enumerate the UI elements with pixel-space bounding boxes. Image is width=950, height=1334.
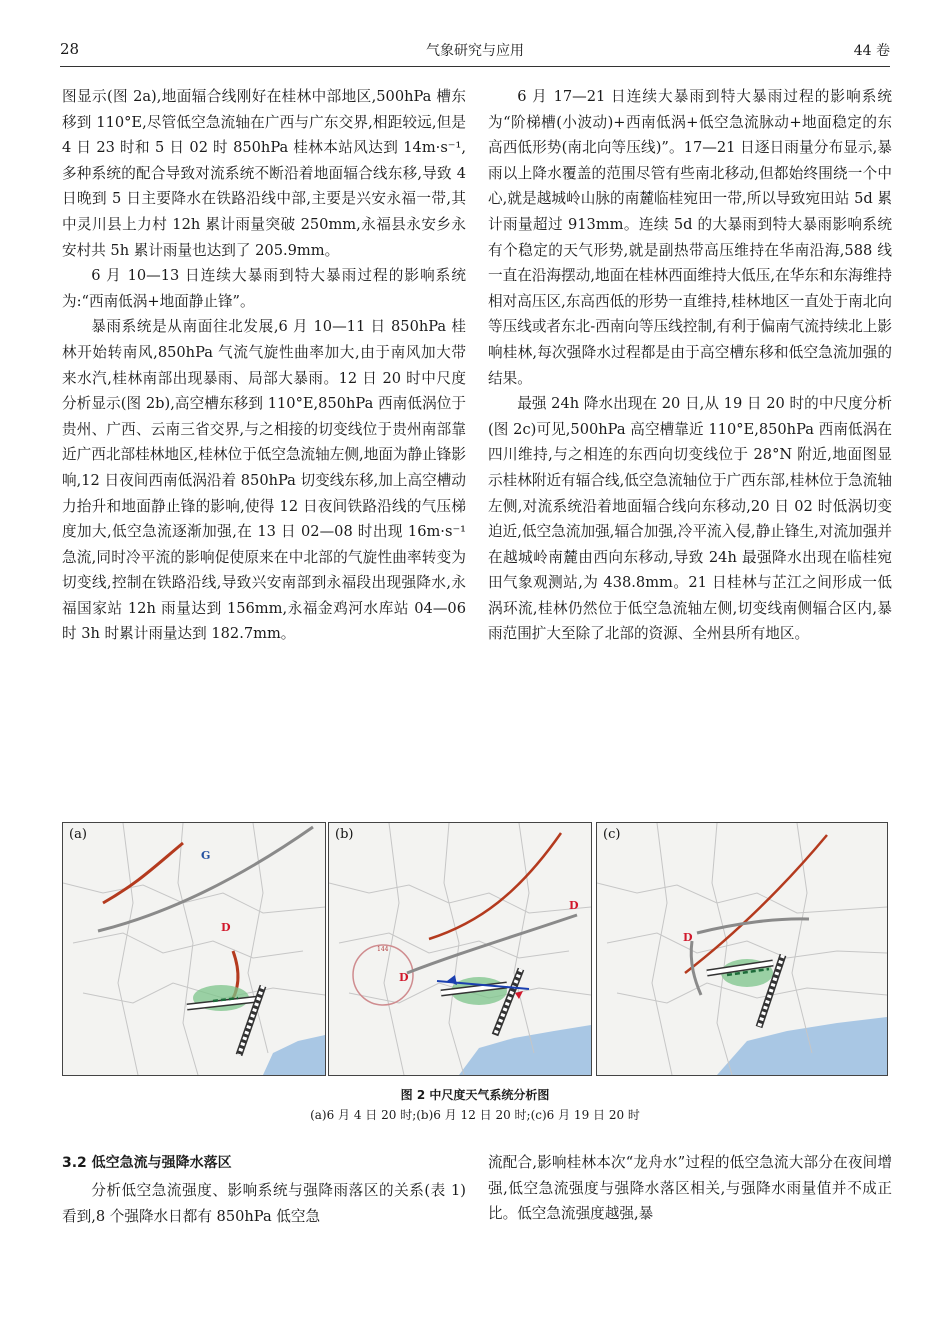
paragraph: 6 月 17—21 日连续大暴雨到特大暴雨过程的影响系统为“阶梯槽(小波动)+西南低涡+低空急流脉动+地面稳定的东高西低形势(南北向等压线)”。17—21 日逐日雨量分布显示,暴雨以上降水覆盖的范围尽管有些南北移动,但都始终围绕一个中心,就是越城岭山脉的南麓临桂宛田一带,所以导致宛田站 5d 累计雨量超过 913mm。连续 5d 的大暴雨到特大暴雨影响系统有个稳定的天气形势,就是副热带高压维持在华南沿海,588 线一直在沿海摆动,地面在桂林西面维持大低压,在华东和东海维持相对高压区,东高西低的形势一直维持,桂林地区一直处于南北向等压线或者东北-西南向等压线控制,有利于偏南气流持续北上影响桂林,每次强降水过程都是由于高空槽东移和低空急流加强的结果。 bbox=[488, 88, 892, 387]
panel-b-map bbox=[329, 823, 591, 1075]
sea-area bbox=[263, 1035, 325, 1075]
panel-label: (a) bbox=[69, 827, 87, 842]
paragraph: 6 月 10—13 日连续大暴雨到特大暴雨过程的影响系统为:“西南低涡+地面静止锋”。 bbox=[62, 267, 466, 310]
sea-area bbox=[717, 1017, 887, 1075]
map-mark: G bbox=[201, 849, 211, 862]
map-mark: D bbox=[399, 971, 409, 984]
right-column-bottom bbox=[488, 1150, 892, 1227]
running-header bbox=[60, 36, 890, 67]
panel-a-map bbox=[63, 823, 325, 1075]
panel-label: (c) bbox=[603, 827, 621, 842]
paragraph: 图显示(图 2a),地面辐合线刚好在桂林中部地区,500hPa 槽东移到 110°E,尽管低空急流轴在广西与广东交界,相距较远,但是 4 日 23 时和 5 日 02 时 850hPa 桂林本站风达到 14m·s⁻¹,多种系统的配合导致对流系统不断沿着地面辐合线东移,导致 4 日晚到 5 日主要降水在铁路沿线中部,主要是兴安永福一带,其中灵川县上力村 12h 累计雨量突破 250mm,永福县永安乡永安村共 5h 累计雨量也达到了 205.9mm。 bbox=[62, 88, 466, 259]
paragraph: 分析低空急流强度、影响系统与强降雨落区的关系(表 1)看到,8 个强降水日都有 850hPa 低空急 bbox=[62, 1182, 466, 1225]
trough-line bbox=[103, 843, 183, 903]
figure-panel-c bbox=[596, 822, 888, 1076]
figure-2 bbox=[62, 822, 888, 1074]
paragraph: 暴雨系统是从南面往北发展,6 月 10—11 日 850hPa 桂林开始转南风,850hPa 气流气旋性曲率加大,由于南风加大带来水汽,桂林南部出现暴雨、局部大暴雨。12 日 20 时中尺度分析显示(图 2b),高空槽东移到 110°E,850hPa 西南低涡位于贵州、广西、云南三省交界,与之相接的切变线位于贵州南部靠近广西北部桂林地区,桂林位于低空急流轴左侧,地面为静止锋影响,12 日夜间西南低涡沿着 850hPa 切变线东移,加上高空槽动力抬升和地面静止锋的影响,使得 12 日夜间铁路沿线的气压梯度加大,低空急流逐渐加强,在 13 日 02—08 时出现 16m·s⁻¹ 急流,同时冷平流的影响促使原来在中北部的气旋性曲率转变为切变线,控制在铁路沿线,导致兴安南部到永福段出现强降水,永福国家站 12h 雨量达到 156mm,永福金鸡河水库站 04—06 时 3h 时累计雨量达到 182.7mm。 bbox=[62, 318, 466, 643]
right-column bbox=[488, 84, 892, 647]
section-heading: 3.2 低空急流与强降水落区 bbox=[62, 1155, 232, 1171]
trough-line bbox=[685, 835, 827, 973]
figure-panel-a bbox=[62, 822, 326, 1076]
map-mark: D bbox=[569, 899, 579, 912]
figure-caption-title: 图 2 中尺度天气系统分析图 bbox=[400, 1088, 550, 1102]
left-column bbox=[62, 84, 466, 647]
volume-label: 44 卷 bbox=[853, 43, 890, 59]
page-number: 28 bbox=[60, 40, 80, 58]
sea-area bbox=[459, 1025, 591, 1075]
left-column-bottom bbox=[62, 1178, 466, 1229]
shear-line bbox=[407, 915, 577, 973]
province-borders bbox=[63, 823, 325, 1075]
paragraph: 流配合,影响桂林本次“龙舟水”过程的低空急流大部分在夜间增强,低空急流强度与强降水落区相关,与强降水雨量值并不成正比。低空急流强度越强,暴 bbox=[488, 1154, 892, 1223]
contour-value: 144 bbox=[377, 946, 389, 953]
panel-c-map bbox=[597, 823, 887, 1075]
shear-line bbox=[697, 919, 809, 933]
journal-title: 气象研究与应用 bbox=[426, 43, 524, 59]
map-mark: D bbox=[683, 931, 693, 944]
figure-panel-b bbox=[328, 822, 592, 1076]
panel-label: (b) bbox=[335, 827, 354, 842]
trough-line bbox=[429, 833, 561, 939]
paragraph: 最强 24h 降水出现在 20 日,从 19 日 20 时的中尺度分析(图 2c)可见,500hPa 高空槽靠近 110°E,850hPa 西南低涡在四川维持,与之相连的东西向切变线位于 28°N 附近,地面图显示桂林附近有辐合线,低空急流轴位于广西东部,桂林位于急流轴左侧,对流系统沿着地面辐合线向东移动,20 日 02 时低涡切变迫近,低空急流加强,辐合加强,冷平流入侵,静止锋生,对流加强并在越城岭南麓由西向东移动,导致 24h 最强降水出现在临桂宛田气象观测站,为 438.8mm。21 日桂林与芷江之间形成一低涡环流,桂林仍然位于低空急流轴左侧,切变线南侧辐合区内,暴雨范围扩大至除了北部的资源、全州县所有地区。 bbox=[488, 395, 892, 643]
map-mark: D bbox=[221, 921, 231, 934]
cold-front-marker bbox=[447, 975, 457, 985]
figure-caption-subtitle: (a)6 月 4 日 20 时;(b)6 月 12 日 20 时;(c)6 月 19 日 20 时 bbox=[310, 1108, 640, 1122]
